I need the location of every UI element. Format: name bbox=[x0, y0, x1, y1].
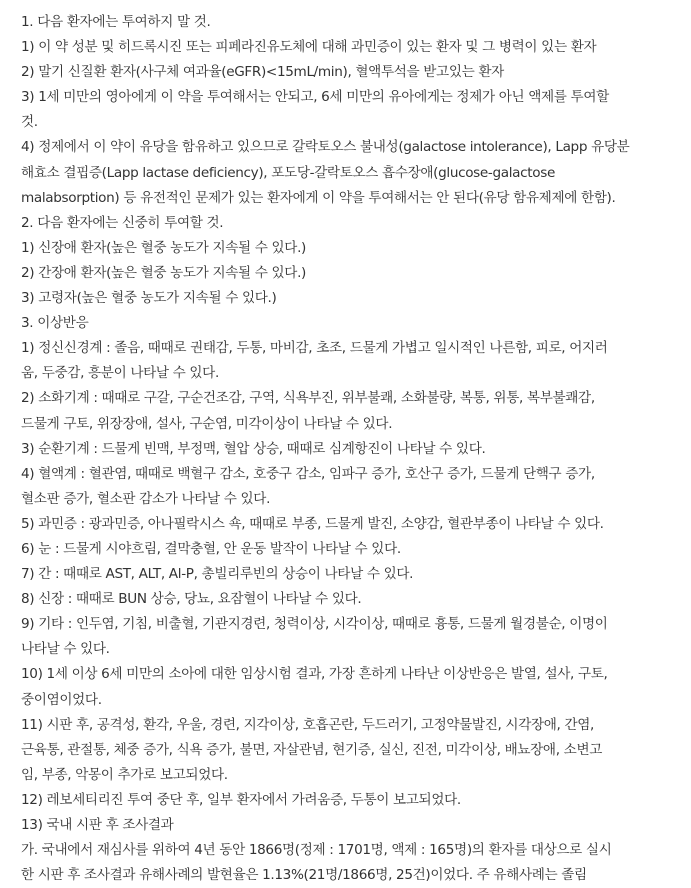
section-3-item-4-cont: 혈소판 증가, 혈소판 감소가 나타날 수 있다. bbox=[21, 490, 271, 507]
section-2-item-2: 2) 간장애 환자(높은 혈중 농도가 지속될 수 있다.) bbox=[21, 264, 306, 281]
section-3-item-5: 5) 과민증 : 광과민증, 아나필락시스 쇽, 때때로 부종, 드물게 발진, 소양감, 혈관부종이 나타날 수 있다. bbox=[21, 515, 604, 532]
section-2-heading: 2. 다음 환자에는 신중히 투여할 것. bbox=[21, 214, 224, 231]
section-1-item-2: 2) 말기 신질환 환자(사구체 여과율(eGFR)<15mL/min), 혈액투석을 받고있는 환자 bbox=[21, 64, 504, 81]
section-3-item-2: 2) 소화기계 : 때때로 구갈, 구순건조감, 구역, 식욕부진, 위부불쾌, 소화불량, 복통, 위통, 복부불쾌감, bbox=[21, 390, 595, 407]
section-3-item-13-ga-cont: 한 시판 후 조사결과 유해사례의 발현율은 1.13%(21명/1866명, 25건)이었다. 주 유해사례는 졸림 bbox=[21, 867, 587, 884]
drug-precautions-document bbox=[21, 10, 685, 888]
section-3-item-1: 1) 정신신경계 : 졸음, 때때로 권태감, 두통, 마비감, 초조, 드물게 가볍고 일시적인 나른함, 피로, 어지러 bbox=[21, 340, 608, 357]
section-3-item-9: 9) 기타 : 인두염, 기침, 비출혈, 기관지경련, 청력이상, 시각이상, 때때로 흉통, 드물게 월경불순, 이명이 bbox=[21, 616, 608, 633]
section-3-item-2-cont: 드물게 구토, 위장장애, 설사, 구순염, 미각이상이 나타날 수 있다. bbox=[21, 415, 393, 432]
section-3-item-3: 3) 순환기계 : 드물게 빈맥, 부정맥, 혈압 상승, 때때로 심계항진이 나타날 수 있다. bbox=[21, 440, 486, 457]
section-1-item-1: 1) 이 약 성분 및 히드록시진 또는 피페라진유도체에 대해 과민증이 있는 환자 및 그 병력이 있는 환자 bbox=[21, 39, 597, 56]
section-3-item-13-ga: 가. 국내에서 재심사를 위하여 4년 동안 1866명(정제 : 1701명, 액제 : 165명)의 환자를 대상으로 실시 bbox=[21, 842, 612, 859]
section-1-heading: 1. 다음 환자에는 투여하지 말 것. bbox=[21, 14, 211, 30]
section-1-item-4-cont-2: malabsorption) 등 유전적인 문제가 있는 환자에게 이 약을 투여해서는 안 된다(유당 함유제제에 한함). bbox=[21, 189, 616, 206]
section-3-item-6: 6) 눈 : 드물게 시야흐림, 결막충혈, 안 운동 발작이 나타날 수 있다. bbox=[21, 540, 401, 557]
section-1-item-3: 3) 1세 미만의 영아에게 이 약을 투여해서는 안되고, 6세 미만의 유아에게는 정제가 아닌 액제를 투여할 bbox=[21, 89, 609, 106]
section-3-item-10: 10) 1세 이상 6세 미만의 소아에 대한 임상시험 결과, 가장 흔하게 나타난 이상반응은 발열, 설사, 구토, bbox=[21, 666, 608, 683]
section-3-item-8: 8) 신장 : 때때로 BUN 상승, 당뇨, 요잠혈이 나타날 수 있다. bbox=[21, 591, 362, 608]
section-2-item-3: 3) 고령자(높은 혈중 농도가 지속될 수 있다.) bbox=[21, 290, 277, 307]
section-3-item-9-cont: 나타날 수 있다. bbox=[21, 641, 110, 658]
section-1-item-4: 4) 정제에서 이 약이 유당을 함유하고 있으므로 갈락토오스 불내성(galactose intolerance), Lapp 유당분 bbox=[21, 139, 630, 156]
section-1-item-3-cont: 것. bbox=[21, 114, 38, 131]
section-3-heading: 3. 이상반응 bbox=[21, 315, 89, 332]
section-3-item-11: 11) 시판 후, 공격성, 환각, 우울, 경련, 지각이상, 호흡곤란, 두드러기, 고정약물발진, 시각장애, 간염, bbox=[21, 716, 595, 733]
section-1-item-4-cont-1: 해효소 결핍증(Lapp lactase deficiency), 포도당-갈락토오스 흡수장애(glucose-galactose bbox=[21, 164, 555, 181]
section-3-item-11-cont-2: 임, 부종, 악몽이 추가로 보고되었다. bbox=[21, 766, 228, 783]
section-3-item-13: 13) 국내 시판 후 조사결과 bbox=[21, 817, 174, 833]
section-3-item-7: 7) 간 : 때때로 AST, ALT, Al-P, 총빌리루빈의 상승이 나타날 수 있다. bbox=[21, 566, 414, 583]
section-2-item-1: 1) 신장애 환자(높은 혈중 농도가 지속될 수 있다.) bbox=[21, 239, 306, 256]
section-3-item-10-cont: 중이염이었다. bbox=[21, 691, 102, 708]
section-3-item-1-cont: 움, 두중감, 흥분이 나타날 수 있다. bbox=[21, 365, 219, 382]
section-3-item-11-cont-1: 근육통, 관절통, 체중 증가, 식욕 증가, 불면, 자살관념, 현기증, 실신, 진전, 미각이상, 배뇨장애, 소변고 bbox=[21, 741, 603, 758]
section-3-item-4: 4) 혈액계 : 혈관염, 때때로 백혈구 감소, 호중구 감소, 임파구 증가, 호산구 증가, 드물게 단핵구 증가, bbox=[21, 465, 595, 482]
section-3-item-12: 12) 레보세티리진 투여 중단 후, 일부 환자에서 가려움증, 두통이 보고되었다. bbox=[21, 791, 461, 808]
